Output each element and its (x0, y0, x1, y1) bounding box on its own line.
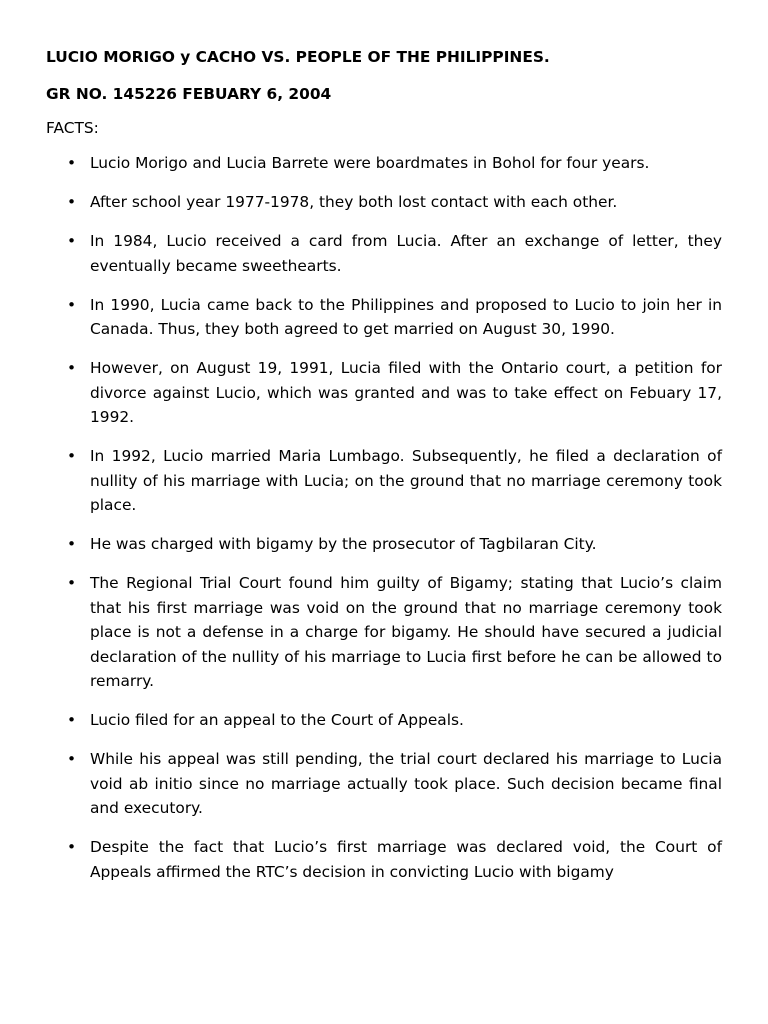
fact-text: He was charged with bigamy by the prosecutor of Tagbilaran City. (90, 535, 597, 553)
fact-text: In 1984, Lucio received a card from Lucia. After an exchange of letter, they eventually became sweethearts. (90, 232, 722, 275)
fact-item (46, 747, 722, 821)
fact-item (46, 708, 722, 733)
bullet-icon: • (67, 295, 77, 314)
fact-item (46, 356, 722, 430)
bullet-icon: • (67, 838, 77, 856)
fact-item (46, 444, 722, 518)
fact-text: In 1992, Lucio married Maria Lumbago. Subsequently, he filed a declaration of nullity of his marriage with Lucia; on the ground that no marriage ceremony took place. (90, 447, 722, 514)
fact-text: Lucio filed for an appeal to the Court of Appeals. (90, 711, 464, 729)
fact-text: While his appeal was still pending, the trial court declared his marriage to Lucia void ab initio since no marriage actually took place. Such decision became final and executory. (90, 750, 722, 817)
fact-item (46, 151, 722, 176)
fact-text: After school year 1977-1978, they both lost contact with each other. (90, 193, 618, 211)
bullet-icon: • (67, 193, 77, 211)
fact-text: The Regional Trial Court found him guilty of Bigamy; stating that Lucio’s claim that his first marriage was void on the ground that no marriage ceremony took place is not a defense in a charge for bigamy. He should have secured a judicial declaration of the nullity of his marriage to Lucia first before he can be allowed to remarry. (90, 574, 722, 690)
fact-item (46, 190, 722, 215)
bullet-icon: • (67, 574, 77, 592)
fact-text: In 1990, Lucia came back to the Philippines and proposed to Lucio to join her in Canada. Thus, they both agreed to get married on August 30, 1990. (90, 295, 722, 338)
case-title: LUCIO MORIGO y CACHO VS. PEOPLE OF THE PHILIPPINES. (46, 48, 550, 66)
fact-item (46, 835, 722, 884)
bullet-icon: • (67, 711, 77, 729)
fact-text: Despite the fact that Lucio’s first marriage was declared void, the Court of Appeals affirmed the RTC’s decision in convicting Lucio with bigamy (90, 838, 722, 881)
fact-text: However, on August 19, 1991, Lucia filed with the Ontario court, a petition for divorce against Lucio, which was granted and was to take effect on Febuary 17, 1992. (90, 359, 722, 426)
bullet-icon: • (67, 232, 77, 250)
case-number-date: GR NO. 145226 FEBUARY 6, 2004 (46, 85, 332, 103)
bullet-icon: • (67, 447, 77, 465)
document-page (46, 46, 722, 899)
bullet-icon: • (67, 750, 77, 768)
fact-item (46, 571, 722, 694)
bullet-icon: • (67, 154, 77, 172)
fact-text: Lucio Morigo and Lucia Barrete were boardmates in Bohol for four years. (90, 154, 650, 172)
fact-item (46, 229, 722, 278)
facts-list (46, 151, 722, 884)
facts-heading: FACTS: (46, 119, 99, 137)
bullet-icon: • (67, 359, 77, 377)
bullet-icon: • (67, 535, 77, 553)
fact-item (46, 532, 722, 557)
fact-item (46, 293, 722, 342)
